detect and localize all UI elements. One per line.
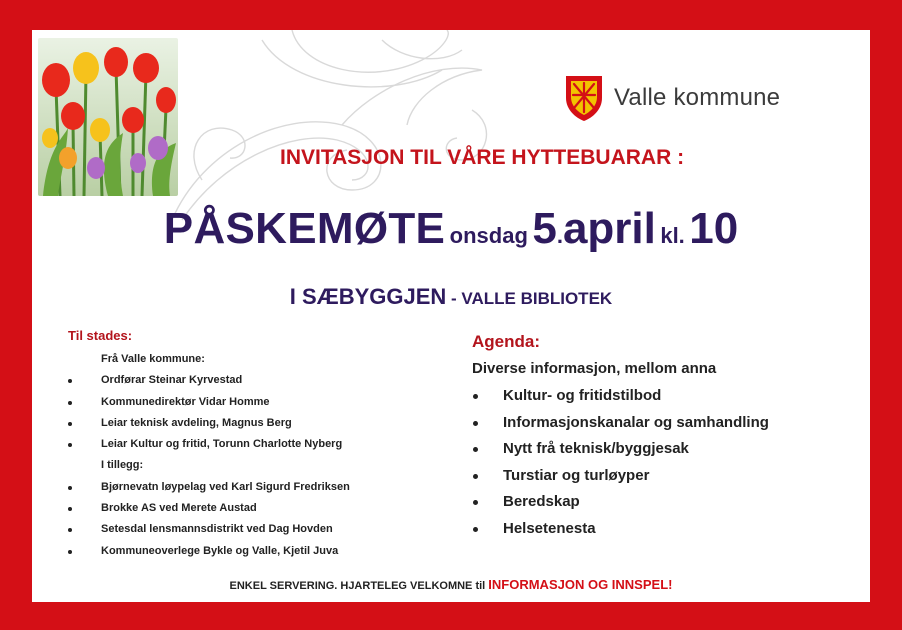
agenda-item — [472, 489, 852, 516]
bullet-icon — [68, 507, 72, 511]
footer-highlight: INFORMASJON OG INNSPEL! — [488, 577, 673, 592]
agenda-item — [472, 410, 852, 437]
event-time-prefix: kl. — [660, 223, 685, 248]
attendee-text: Bjørnevatn løypelag ved Karl Sigurd Fredriksen — [101, 480, 350, 493]
attendees-heading: Til stades: — [68, 328, 133, 343]
agenda-item-text: Helsetenesta — [503, 519, 596, 537]
attendee-text: Kommunedirektør Vidar Homme — [101, 395, 270, 408]
bullet-icon — [473, 421, 478, 426]
valle-kommune-logo — [564, 74, 780, 122]
tulips-illustration — [38, 38, 178, 196]
attendee-text: Leiar Kultur og fritid, Torunn Charlotte Nyberg — [101, 438, 343, 451]
event-venue — [32, 284, 870, 310]
venue-library: - VALLE BIBLIOTEK — [446, 289, 613, 308]
event-title: PÅSKEMØTE — [163, 204, 446, 253]
attendee-text: Kommuneoverlege Bykle og Valle, Kjetil Juva — [101, 544, 339, 557]
bullet-icon — [68, 401, 72, 405]
attendee-item — [68, 413, 468, 434]
attendee-item — [68, 477, 468, 498]
bullet-icon — [473, 447, 478, 452]
event-month: april — [562, 204, 656, 253]
event-date-number: 5 — [532, 204, 557, 253]
event-date-separator: . — [556, 223, 563, 248]
invite-heading: INVITASJON TIL VÅRE HYTTEBUARAR : — [280, 146, 685, 169]
bullet-icon — [473, 394, 478, 399]
attendee-item — [68, 498, 468, 519]
attendee-item — [68, 370, 468, 391]
attendee-text: Brokke AS ved Merete Austad — [101, 502, 257, 515]
venue-name: I SÆBYGGJEN — [289, 284, 447, 309]
attendee-item — [68, 434, 468, 455]
event-time: 10 — [689, 204, 739, 253]
footer-note — [32, 576, 870, 594]
attendee-text: Ordførar Steinar Kyrvestad — [101, 374, 243, 387]
agenda-item-text: Kultur- og fritidstilbod — [503, 387, 662, 404]
bullet-icon — [68, 528, 72, 532]
attendee-text: Leiar teknisk avdeling, Magnus Berg — [101, 416, 292, 429]
bullet-icon — [473, 500, 478, 505]
agenda-list — [472, 383, 852, 542]
event-weekday: onsdag — [449, 223, 528, 248]
attendee-text: Setesdal lensmannsdistrikt ved Dag Hovden — [101, 523, 333, 536]
footer-text: ENKEL SERVERING. HJARTELEG VELKOMNE til — [229, 580, 489, 592]
bullet-icon — [473, 527, 478, 532]
agenda-item — [472, 463, 852, 490]
bullet-icon — [68, 422, 72, 426]
attendee-item — [68, 541, 468, 562]
agenda-item-text: Beredskap — [503, 493, 580, 510]
agenda-item-text: Informasjonskanalar og samhandling — [503, 413, 769, 431]
agenda-item-text: Nytt frå teknisk/byggjesak — [503, 440, 689, 457]
bullet-icon — [473, 474, 478, 479]
bullet-icon — [68, 443, 72, 447]
attendee-item — [68, 519, 468, 540]
coat-of-arms-icon — [564, 74, 604, 122]
attendee-item — [68, 392, 468, 413]
attendees-section — [68, 328, 468, 562]
tulips-photo — [38, 38, 178, 196]
attendee-group-label — [68, 455, 468, 476]
bullet-icon — [68, 550, 72, 554]
attendee-text: I tillegg: — [101, 459, 144, 472]
event-headline — [32, 204, 870, 254]
organization-name: Valle kommune — [614, 84, 781, 111]
attendee-text: Frå Valle kommune: — [101, 353, 205, 365]
agenda-item-text: Turstiar og turløyper — [503, 466, 650, 484]
invitation-poster — [32, 30, 870, 602]
agenda-section — [472, 332, 852, 542]
bullet-icon — [68, 379, 72, 383]
bullet-icon — [68, 486, 72, 490]
agenda-intro: Diverse informasjon, mellom anna — [472, 360, 717, 377]
agenda-item — [472, 383, 852, 410]
agenda-item — [472, 516, 852, 543]
agenda-heading: Agenda: — [472, 332, 540, 351]
decorative-swirl — [142, 30, 502, 230]
agenda-item — [472, 436, 852, 463]
attendee-list — [68, 349, 468, 562]
attendee-group-label — [68, 349, 468, 370]
